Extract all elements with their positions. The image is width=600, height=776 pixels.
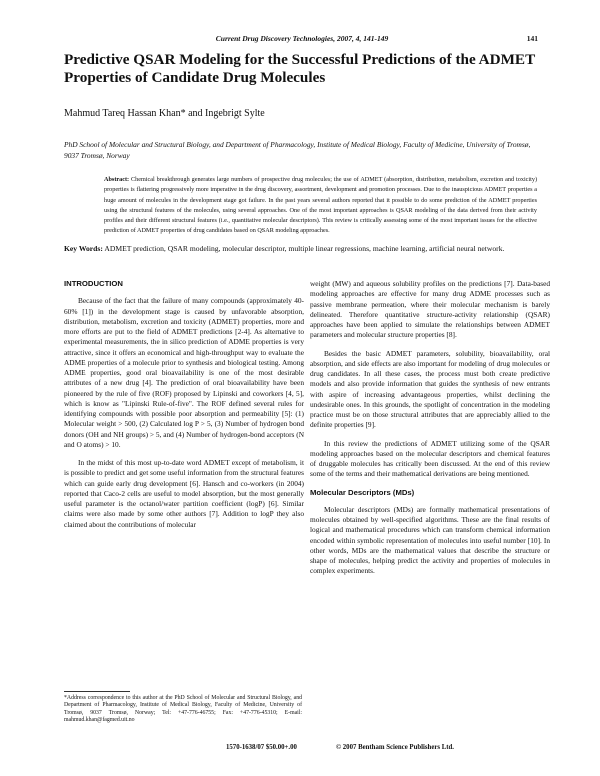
abstract-label: Abstract: xyxy=(104,176,130,183)
running-head: Current Drug Discovery Technologies, 2007, 4, 141-149 xyxy=(215,34,389,43)
affiliation: PhD School of Molecular and Structural Biology, and Department of Pharmacology, Institute of Medical Biology, Faculty of Medicine, University of Tromsø, 9037 Tromsø, Norway xyxy=(64,140,531,160)
right-column xyxy=(310,279,550,585)
intro-paragraph-2: In the midst of this most up-to-date word ADMET except of metabolism, it is possible to predict and get some useful information from the structural features which can guide early drug development [6]. Hansch and co-workers (in 2004) reported that Caco-2 cells are useful to model absorption, but the most generally useful parameter is the octanol/water partition coefficient (logP) [6]. Similar claims were also made by some other authors [7]. Addition to logP they also claimed about the contributions of molecular xyxy=(64,458,304,529)
molecular-descriptors-heading: Molecular Descriptors (MDs) xyxy=(310,487,415,497)
keywords-text: ADMET prediction, QSAR modeling, molecular descriptor, multiple linear regressions, machine learning, artificial neural network. xyxy=(104,244,505,253)
copyright-notice: © 2007 Bentham Science Publishers Ltd. xyxy=(336,744,454,751)
correspondence-footnote: *Address correspondence to this author at the PhD School of Molecular and Structural Biology, and Department of Pharmacology, Institute of Medical Biology, Faculty of Medicine, University of Tromsø, 9037 Tromsø, Norway; Tel: +47-776-46755; Fax: +47-776-45310; E-mail: mahmud.khan@fagmed.uit.no xyxy=(64,695,302,724)
keywords-label: Key Words: xyxy=(64,244,103,253)
article-title: Predictive QSAR Modeling for the Successful Predictions of the ADMET Properties of Candidate Drug Molecules xyxy=(64,51,535,86)
keywords xyxy=(64,244,540,254)
footnote-divider xyxy=(64,691,130,692)
intro-paragraph-1: Because of the fact that the failure of many compounds (approximately 40-60% [1]) in the development stage is caused by unfavorable absorption, distribution, metabolism, excretion and toxicity (ADMET) properties, more and more efforts are put to the field of ADMET predictions [2-4]. As alternative to experimental measurements, the in silico prediction of ADME properties is very attractive, since it offers an economical and high-throughput way to evaluate the ADME properties of a molecule prior to synthesis and biological testing. Among ADME properties, good oral bioavailability is one of the most desirable attributes of a new drug [4]. The prediction of oral bioavailability have been pioneered by the rule of five (ROF) proposed by Lipinski and coworkers [4, 5], which is know as "Lipinski Rule-of-five". The ROF defined several rules for identifying compounds with possible poor absorption and permeability [5]: (1) Molecular weight > 500, (2) Calculated log P > 5, (3) Number of hydrogen bond donors (OH and NH groups) > 5, and (4) Number of hydrogen-bond acceptors (N and O atoms) > 10. xyxy=(64,296,304,449)
introduction-heading: INTRODUCTION xyxy=(64,279,123,288)
issn-price: 1570-1638/07 $50.00+.00 xyxy=(226,744,297,751)
intro-paragraph-3: weight (MW) and aqueous solubility profiles on the predictions [7]. Data-based modeling approaches are effective for many drug ADME processes such as passive membrane permeation, where their molecular mechanism is barely delineated. Therefore quantitative structure-activity relationship (QSAR) approaches have been applied to simulate the relationships between ADMET parameters and molecular structure properties [8]. xyxy=(310,279,550,340)
intro-paragraph-4: Besides the basic ADMET parameters, solubility, bioavailability, oral absorption, and side effects are also important for modeling of drug molecules or drug candidates. In all these cases, the process must both create predictive models and also provide information that guides the synthesis of new entrants with aspire of increasing advantageous properties, whilst declining the undesirable ones. In this grounds, the spotlight of concentration in the modeling practice must be on those structural attributes that are appreciably allied to the definite properties [9]. xyxy=(310,348,550,430)
intro-paragraph-5: In this review the predictions of ADMET utilizing some of the QSAR modeling approaches based on the molecular descriptors and chemical features of druggable molecules has critically been discussed. At the end of this review some of the terms and their mathematical derivations are being mentioned. xyxy=(310,438,550,479)
descriptors-paragraph: Molecular descriptors (MDs) are formally mathematical presentations of molecules obtained by well-specified algorithms. These are the final results of logical and mathematical procedures which can transform chemical information encoded within symbolic representation of molecules into useful number [10]. In other words, MDs are the mathematical values that describe the structure or shape of molecules, helping predict the activity and properties of molecules in complex experiments. xyxy=(310,504,550,576)
left-column xyxy=(64,279,304,538)
abstract-text: Chemical breakthrough generates large numbers of prospective drug molecules; the use of ADMET (absorption, distribution, metabolism, excretion and toxicity) properties is flattering progressively more imperative in the drug discovery, assortment, development and promotion processes. Due to the inauspicious ADMET properties a huge amount of molecules in the development stage got failure. In the past years several authors reported that it possible to do some prediction of the ADMET properties using the structural features of the molecules, using several approaches. One of the most important approaches is QSAR modeling of the data derived from their activity profiles and their different structural features (i.e., quantitative molecular descriptors). This review is critically assessing some of the most important issues for the effective prediction of ADMET properties of drug candidates based on QSAR modeling approaches. xyxy=(104,176,537,235)
abstract xyxy=(104,175,537,237)
page-number: 141 xyxy=(526,34,538,43)
authors: Mahmud Tareq Hassan Khan* and Ingebrigt Sylte xyxy=(64,108,265,119)
